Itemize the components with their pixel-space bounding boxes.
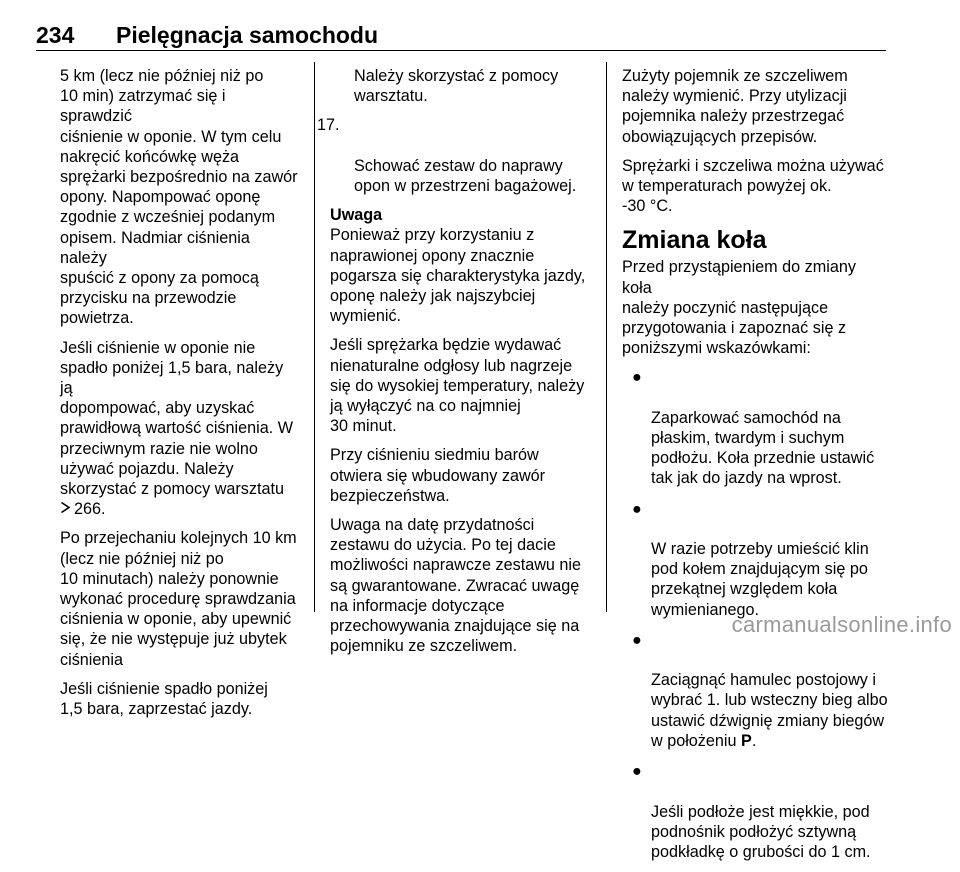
column-divider [314, 62, 315, 612]
bullet-item [622, 630, 890, 751]
bullet-item [622, 499, 890, 620]
paragraph: Uwaga na datę przydatności zestawu do użycia. Po tej dacie możliwości naprawcze zestawu nie są gwarantowane. Zwracać uwagę na informacje dotyczące przechowywania znajdujące się na pojemniku ze szczeliwem. [330, 516, 582, 656]
column-3 [622, 66, 890, 872]
page-reference-arrow-icon [60, 499, 74, 519]
bullet-text: Jeśli podłoże jest miękkie, pod podnośnik podłożyć sztywną podkładkę o grubości do 1 cm. [651, 802, 871, 861]
note-heading: Uwaga [330, 206, 383, 225]
note-text: Ponieważ przy korzystaniu z naprawionej opony znacznie pogarsza się charakterystyka jazdy, oponę należy jak najszybciej wymienić. [330, 226, 586, 326]
page-number: 234 [36, 22, 75, 48]
paragraph: Jeśli sprężarka będzie wydawać nienaturalne odgłosy lub nagrzeje się do wysokiej temperatury, należy ją wyłączyć na co najmniej 30 minut. [330, 336, 585, 436]
paragraph: Należy skorzystać z pomocy warsztatu. [354, 67, 559, 106]
step-text: Schować zestaw do naprawy opon w przestrzeni bagażowej. [354, 156, 577, 196]
page-header [36, 22, 886, 51]
bullet-text: Zaparkować samochód na płaskim, twardym i suchym podłożu. Koła przednie ustawić tak jak do jazdy na wprost. [651, 408, 875, 488]
numbered-step-17 [317, 115, 592, 196]
bullet-dot-icon: ● [632, 499, 642, 518]
column-1 [60, 66, 300, 728]
step-number: 17. [317, 116, 340, 135]
bullet-dot-icon: ● [632, 762, 642, 781]
column-divider [606, 62, 607, 612]
column-2 [317, 66, 592, 665]
bullet-dot-icon: ● [632, 368, 642, 387]
paragraph: Przed przystąpieniem do zmiany koła należy poczynić następujące przygotowania i zapoznać się z poniższymi wskazówkami: [622, 258, 856, 358]
paragraph-text: Jeśli ciśnienie w oponie nie spadło poniżej 1,5 bara, należy ją dopompować, aby uzyskać prawidłową wartość ciśnienia. W przeciwnym razie nie wolno używać pojazdu. Należy skorzystać z pomocy warsztatu [60, 338, 294, 499]
paragraph: 5 km (lecz nie później niż po 10 min) zatrzymać się i sprawdzić ciśnienie w oponie. W tym celu nakręcić końcówkę węża sprężarki bezpośrednio na zawór opony. Napompować oponę zgodnie z wcześniej podanym opisem. Nadmiar ciśnienia należy spuścić z opony za pomocą przycisku na przewodzie powietrza. [60, 67, 298, 328]
bullet-text-end: . [751, 731, 757, 750]
paragraph: Po przejechaniu kolejnych 10 km (lecz nie później niż po 10 minutach) należy ponownie wykonać procedurę sprawdzania ciśnienia w oponie, aby upewnić się, że nie występuje już ubytek ciśnienia [60, 529, 297, 669]
bullet-item [622, 367, 890, 488]
paragraph: Jeśli ciśnienie spadło poniżej 1,5 bara, zaprzestać jazdy. [60, 679, 268, 719]
watermark: carmanualsonline.info [731, 612, 952, 637]
bullet-text: Zaciągnąć hamulec postojowy i wybrać 1. lub wsteczny bieg albo ustawić dźwignię zmiany biegów w położeniu [651, 671, 888, 750]
bullet-item [622, 761, 890, 862]
bullet-text: W razie potrzeby umieścić klin pod kołem znajdującym się po przekątnej względem koła wymienianego. [651, 540, 869, 619]
page-reference[interactable]: 266. [74, 500, 106, 519]
paragraph [60, 338, 300, 520]
paragraph: Zużyty pojemnik ze szczeliwem należy wymienić. Przy utylizacji pojemnika należy przestrzegać obowiązujących przepisów. [622, 67, 848, 146]
paragraph: Sprężarki i szczeliwa można używać w temperaturach powyżej ok. -30 °C. [622, 156, 884, 216]
gear-position-label: P [741, 731, 752, 750]
section-title: Pielęgnacja samochodu [116, 22, 379, 48]
bullet-dot-icon: ● [632, 630, 642, 649]
section-heading: Zmiana koła [622, 226, 767, 255]
paragraph: Przy ciśnieniu siedmiu barów otwiera się wbudowany zawór bezpieczeństwa. [330, 446, 546, 505]
